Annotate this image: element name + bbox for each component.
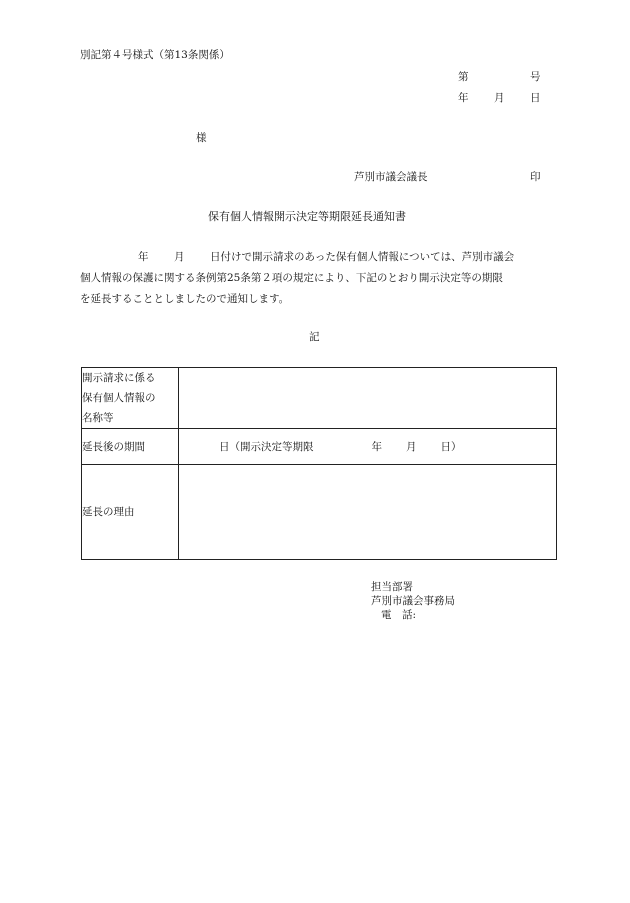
sender-seal: 印: [530, 171, 541, 183]
request-item-label-line-1: 開示請求に係る: [82, 372, 156, 384]
request-item-label-line-3: 名称等: [82, 412, 114, 424]
request-item-label: [82, 368, 179, 429]
body-line-2: 個人情報の保護に関する条例第25条第２項の規定により、下記のとおり開示決定等の期限: [80, 272, 503, 284]
table-row: [82, 429, 557, 465]
period-year: 年: [371, 441, 382, 453]
period-month: 月: [406, 441, 417, 453]
details-table: [81, 367, 557, 560]
extension-reason-label: 延長の理由: [82, 465, 179, 560]
request-item-value: [179, 368, 557, 429]
sender-name: 芦別市議会議長: [354, 171, 428, 183]
body-month: 月: [174, 251, 185, 263]
date-year: 年: [458, 92, 469, 104]
contact-dept-name: 芦別市議会事務局: [371, 595, 455, 607]
body-line-3: を延長することとしましたので通知します。: [80, 293, 290, 305]
contact-phone-label: 電 話:: [381, 609, 417, 621]
form-reference: 別記第４号様式（第13条関係）: [80, 49, 230, 61]
doc-number-suffix: 号: [530, 71, 541, 83]
request-item-label-line-2: 保有個人情報の: [82, 392, 156, 404]
ki-heading: 記: [309, 331, 320, 343]
date-month: 月: [494, 92, 505, 104]
document-title: 保有個人情報開示決定等期限延長通知書: [208, 210, 406, 223]
doc-number-prefix: 第: [458, 71, 469, 83]
extension-period-value: [179, 429, 557, 465]
addressee-honorific: 様: [196, 132, 207, 144]
contact-dept-label: 担当部署: [371, 581, 413, 593]
date-day: 日: [530, 92, 541, 104]
period-close: 日）: [440, 441, 462, 453]
extension-reason-value: [179, 465, 557, 560]
period-day: 日（開示決定等期限: [219, 441, 314, 453]
table-row: [82, 465, 557, 560]
table-row: [82, 368, 557, 429]
body-line-1: 日付けで開示請求のあった保有個人情報については、芦別市議会: [210, 251, 515, 263]
extension-period-label: 延長後の期間: [82, 429, 179, 465]
body-year: 年: [138, 251, 149, 263]
